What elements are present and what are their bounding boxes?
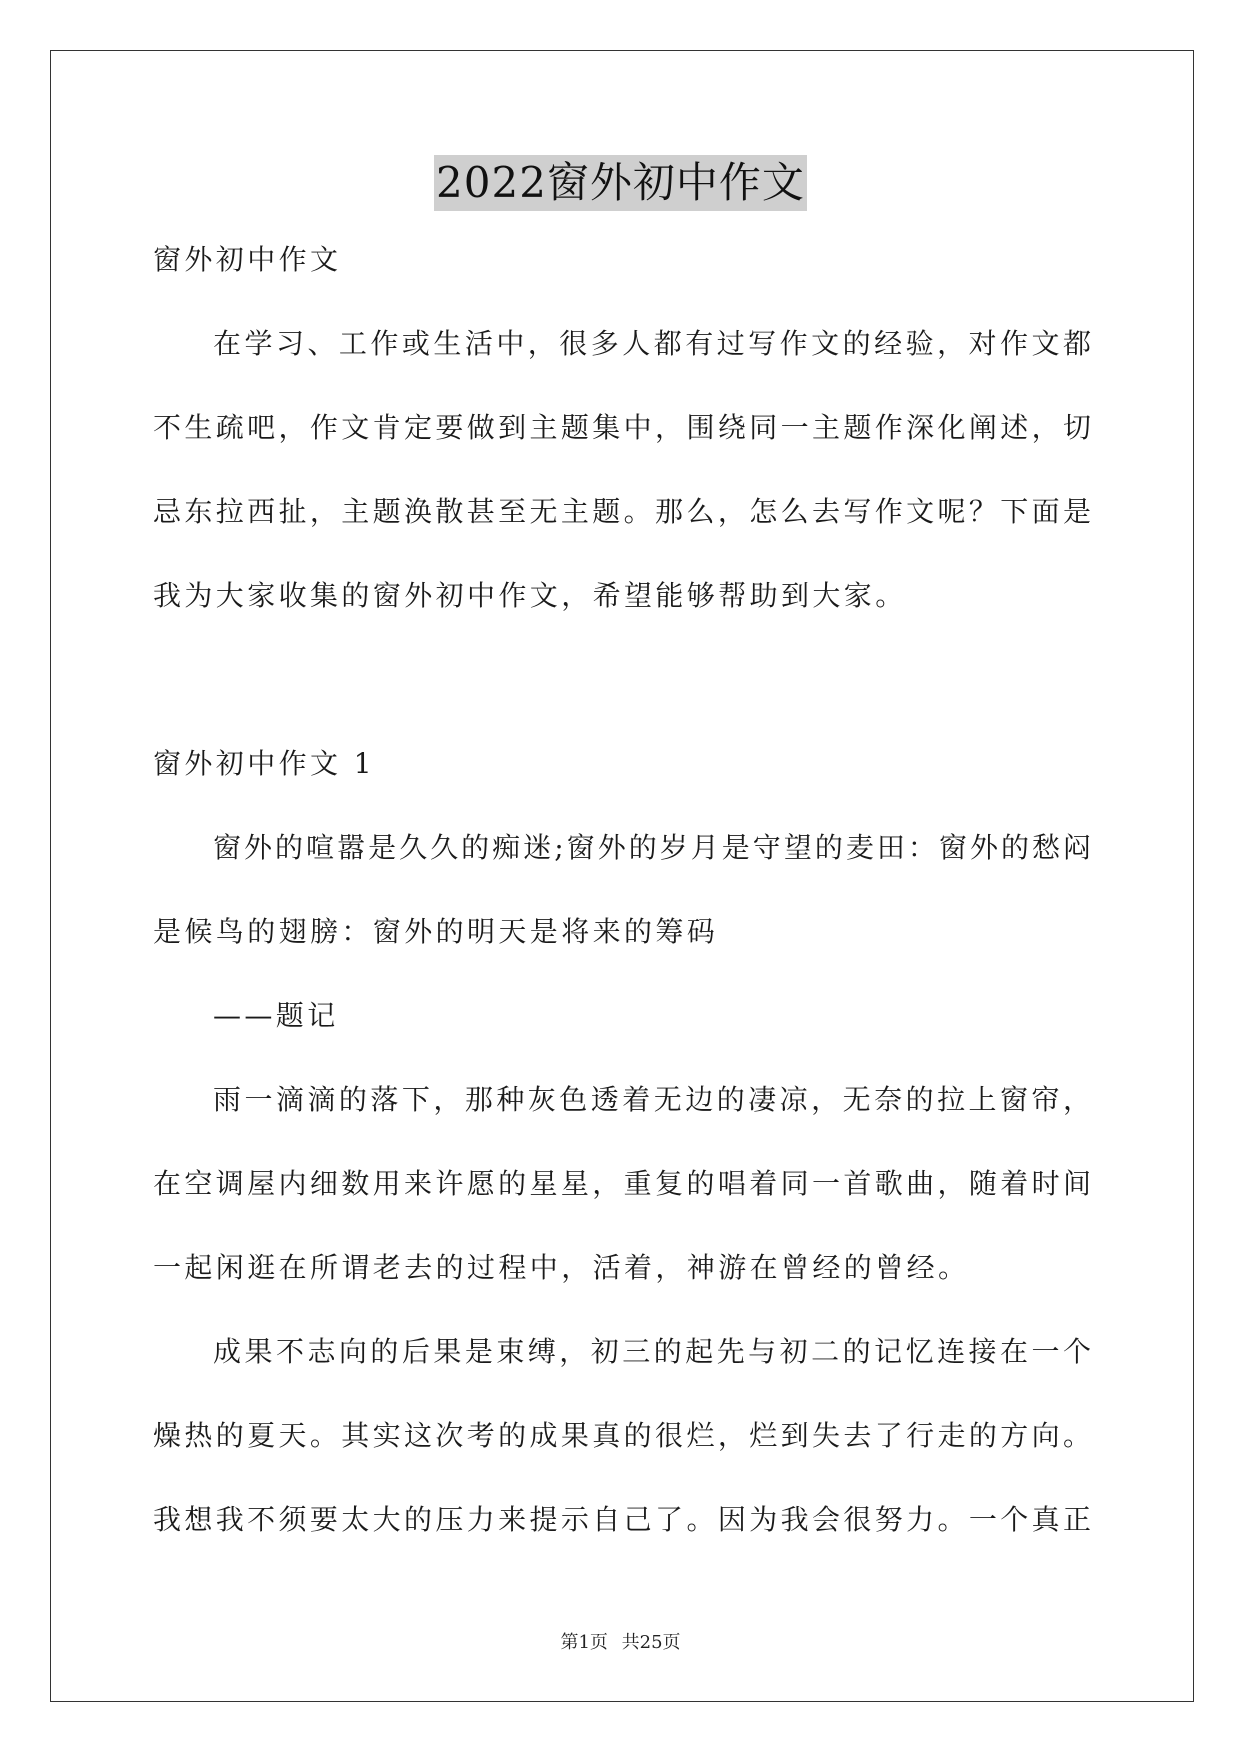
text-line: 窗外的喧嚣是久久的痴迷;窗外的岁月是守望的麦田：窗外的愁闷 (213, 831, 1091, 864)
text-line: 雨一滴滴的落下，那种灰色透着无边的凄凉，无奈的拉上窗帘， (213, 1083, 1091, 1116)
text-line: 成果不志向的后果是束缚，初三的起先与初二的记忆连接在一个 (213, 1335, 1091, 1368)
page-number: 第1页 (560, 1632, 608, 1653)
blank-line (153, 660, 1091, 744)
text-line: 是候鸟的翅膀：窗外的明天是将来的筹码 (153, 915, 719, 948)
text-line: 一起闲逛在所谓老去的过程中，活着，神游在曾经的曾经。 (153, 1251, 970, 1284)
title-container (0, 155, 1241, 211)
text-line: 窗外初中作文 (153, 243, 342, 276)
document-title: 2022窗外初中作文 (434, 155, 807, 211)
page-footer (0, 1628, 1241, 1654)
text-line: 燥热的夏天。其实这次考的成果真的很烂，烂到失去了行走的方向。 (153, 1419, 1091, 1452)
text-line: 我想我不须要太大的压力来提示自己了。因为我会很努力。一个真正 (153, 1503, 1091, 1536)
document-body (153, 240, 1091, 1584)
text-line: ——题记 (213, 999, 339, 1032)
text-line: 忌东拉西扯，主题涣散甚至无主题。那么，怎么去写作文呢？下面是 (153, 495, 1091, 528)
text-line: 我为大家收集的窗外初中作文，希望能够帮助到大家。 (153, 579, 907, 612)
text-line: 不生疏吧，作文肯定要做到主题集中，围绕同一主题作深化阐述，切 (153, 411, 1091, 444)
total-pages: 共25页 (621, 1632, 681, 1653)
section-heading: 窗外初中作文 1 (153, 747, 375, 780)
text-line: 在空调屋内细数用来许愿的星星，重复的唱着同一首歌曲，随着时间 (153, 1167, 1091, 1200)
text-line: 在学习、工作或生活中，很多人都有过写作文的经验，对作文都 (213, 327, 1091, 360)
